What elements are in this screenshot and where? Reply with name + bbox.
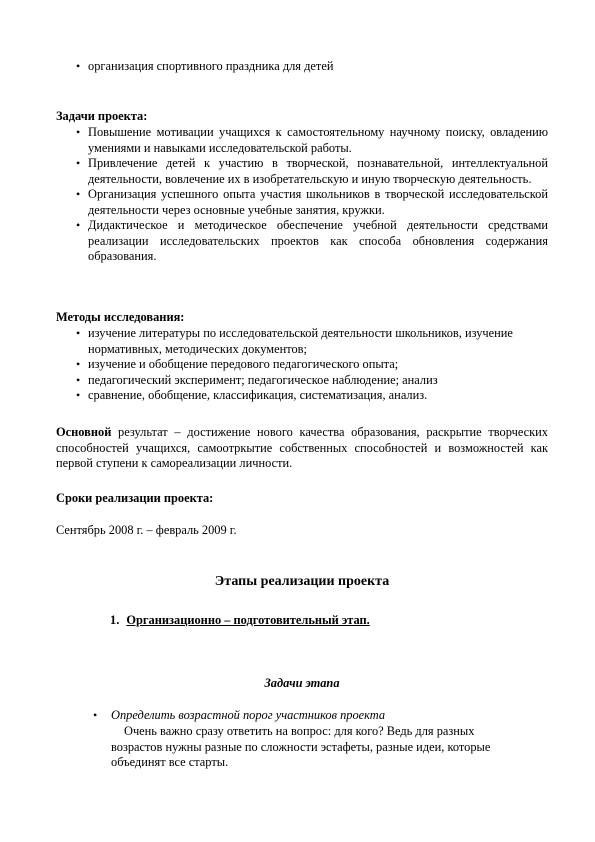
intro-bullet-item: [56, 59, 548, 75]
method-item: [56, 373, 548, 389]
method-item-text: педагогический эксперимент; педагогическое наблюдение; анализ: [88, 372, 438, 387]
task-item-text: Дидактическое и методическое обеспечение учебной деятельности средствами реализации исследовательских проектов как способа обновления содержания образования.: [88, 218, 548, 263]
task-item-text: Повышение мотивации учащихся к самостоятельному научному поиску, овладению умениями и навыками исследовательской работы.: [88, 125, 548, 155]
stage-task-description: Очень важно сразу ответить на вопрос: для кого? Ведь для разных возрастов нужны разные по сложности эстафеты, разные идеи, которые объединят все старты.: [111, 724, 491, 769]
method-item: [56, 357, 548, 373]
terms-heading: Сроки реализации проекта:: [56, 491, 214, 505]
method-item: [56, 388, 548, 404]
stage-1-title: Организационно – подготовительный этап.: [126, 613, 370, 627]
result-text: результат – достижение нового качества образования, раскрытие творческих способностей учащихся, самоотркытие собственных способностей и возможностей как первой ступени к самореализации личности.: [56, 425, 548, 470]
methods-list: [56, 326, 548, 404]
stage-task-item: [56, 708, 548, 724]
intro-list: [56, 59, 548, 75]
stage-task-text-block: [111, 724, 521, 771]
stage-task-list: [56, 708, 548, 724]
method-item-text: изучение и обобщение передового педагогического опыта;: [88, 357, 399, 371]
task-item: [56, 187, 548, 218]
task-item: [56, 156, 548, 187]
task-item-text: Привлечение детей к участию в творческой, познавательной, интеллектуальной деятельности, вовлечение их в изобретательскую и иную творческую деятельность.: [88, 156, 548, 186]
tasks-list: [56, 125, 548, 265]
tasks-heading: Задачи проекта:: [56, 109, 148, 123]
task-item: [56, 125, 548, 156]
result-lead: Основной: [56, 425, 112, 439]
method-item-text: изучение литературы по исследовательской деятельности школьников, изучение нормативных, методических документов;: [88, 326, 513, 356]
terms-value: Сентябрь 2008 г. – февраль 2009 г.: [56, 523, 237, 537]
method-item-text: сравнение, обобщение, классификация, систематизация, анализ.: [88, 388, 428, 402]
stage-task-title: Определить возрастной порог участников проекта: [111, 708, 386, 722]
stages-title: Этапы реализации проекта: [214, 574, 390, 589]
intro-bullet-text: организация спортивного праздника для детей: [88, 59, 334, 73]
stage-tasks-subheading: Задачи этапа: [264, 676, 340, 690]
result-paragraph: [56, 425, 548, 472]
task-item-text: Организация успешного опыта участия школьников в творческой исследовательской деятельности через основные учебные занятия, кружки.: [88, 187, 548, 217]
stage-1-heading: [110, 613, 550, 629]
task-item: [56, 218, 548, 265]
method-item: [56, 326, 548, 357]
methods-heading: Методы исследования:: [56, 310, 185, 324]
stage-1-number: 1.: [110, 613, 120, 627]
